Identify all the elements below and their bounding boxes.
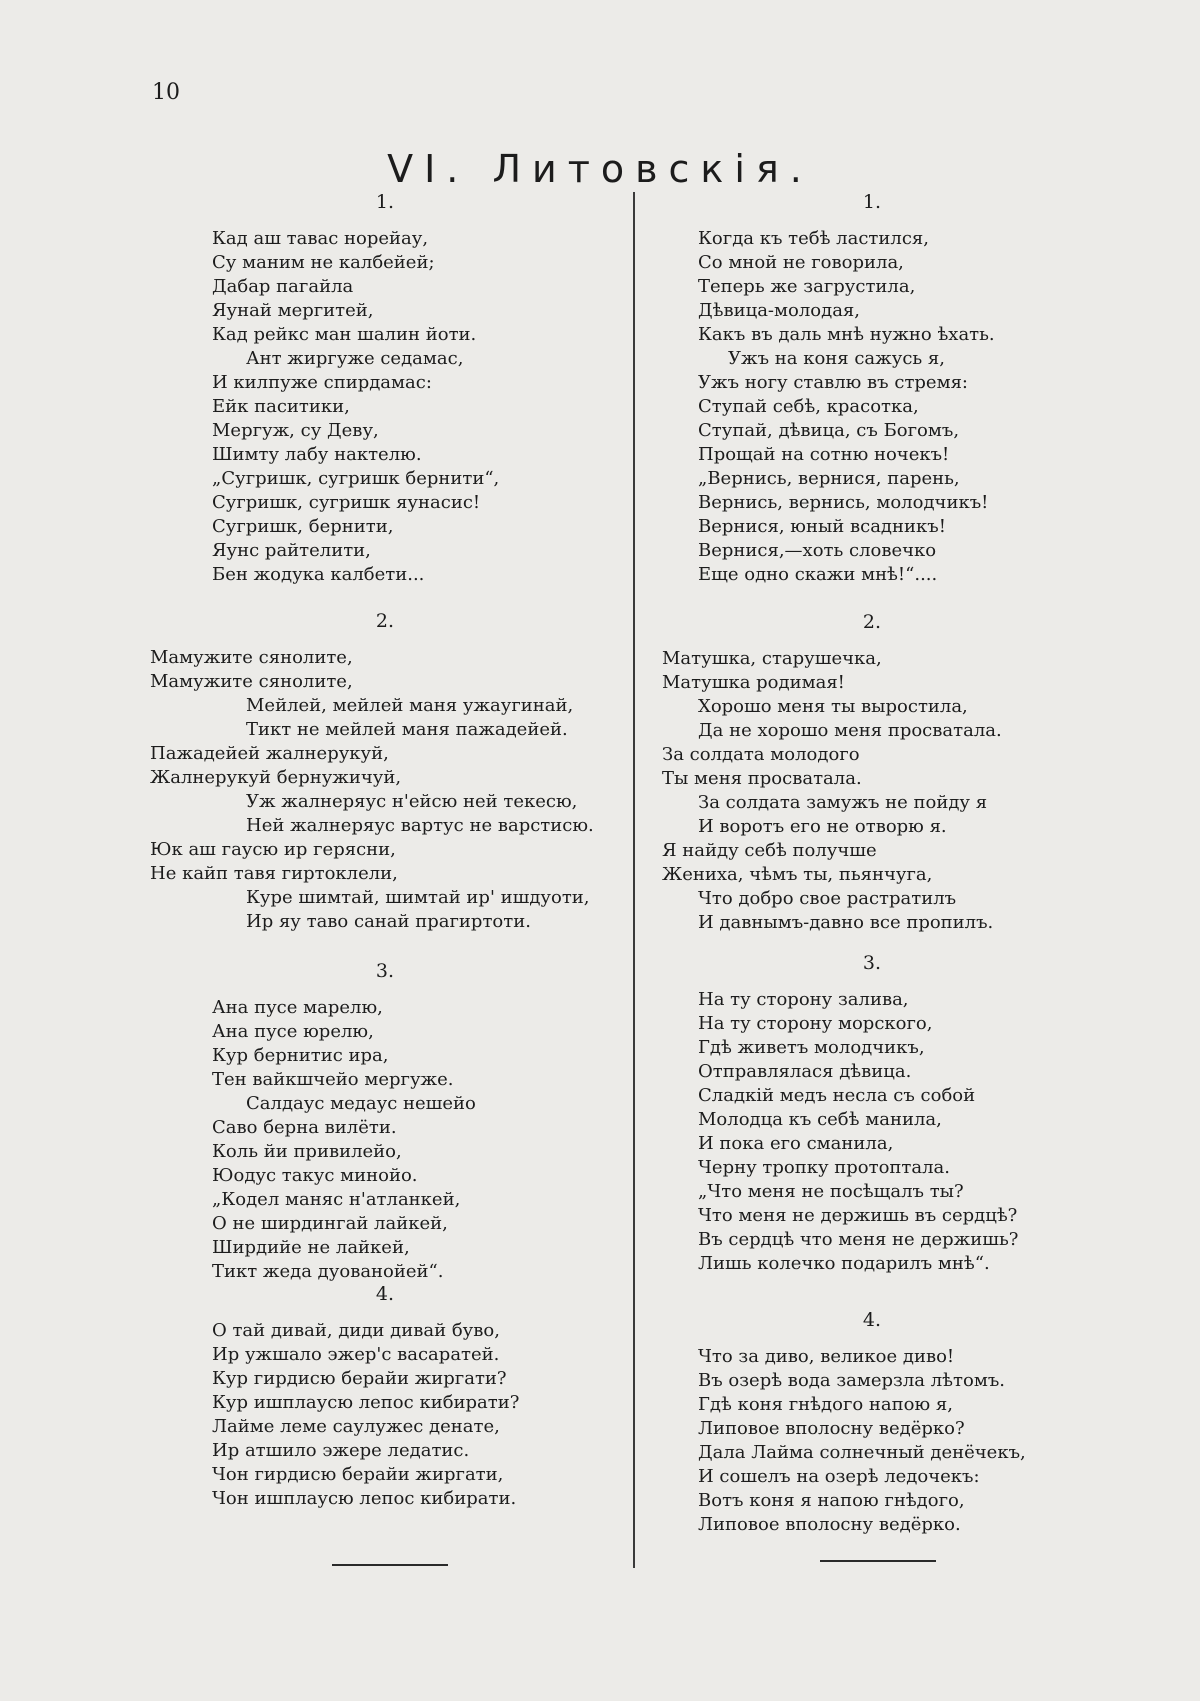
verse-line: Что за диво, великое диво!: [698, 1346, 955, 1367]
verse-line: „Вернись, вернися, парень,: [698, 468, 960, 489]
verse-line: Коль йи привилейо,: [212, 1141, 402, 1162]
verse-line: Липовое вполосну ведёрко.: [698, 1514, 961, 1535]
verse-line: И пока его сманила,: [698, 1133, 894, 1154]
verse-line: Отправлялася дѣвица.: [698, 1061, 912, 1082]
verse-line: Да не хорошо меня просватала.: [698, 720, 1002, 741]
verse-line: Юк аш гаусю ир герясни,: [150, 839, 396, 860]
verse-line: Ана пусе марелю,: [212, 997, 383, 1018]
verse-line: Мергуж, су Деву,: [212, 420, 379, 441]
verse-line: Кад рейкс ман шалин йоти.: [212, 324, 477, 345]
verse-line: Ант жиргуже седамас,: [246, 348, 464, 369]
verse-line: Ужъ на коня сажусь я,: [728, 348, 945, 369]
verse-line: Кур бернитис ира,: [212, 1045, 389, 1066]
verse-line: Прощай на сотню ночекъ!: [698, 444, 950, 465]
verse-line: Чон ишплаусю лепос кибирати.: [212, 1488, 517, 1509]
left-poem-3: [150, 959, 620, 1284]
verse-line: Мамужите сянолите,: [150, 671, 353, 692]
verse-line: Кур гирдисю берайи жиргати?: [212, 1368, 507, 1389]
verse-line: Матушка, старушечка,: [662, 648, 882, 669]
verse-line: Пажадейей жалнерукуй,: [150, 743, 389, 764]
poem-number: 4.: [375, 1283, 395, 1305]
poem-number: 4.: [862, 1309, 882, 1331]
verse-line: Не кайп тавя гиртоклели,: [150, 863, 398, 884]
verse-line: Су маним не калбейей;: [212, 252, 435, 273]
poem-number: 1.: [862, 191, 882, 213]
verse-line: Тикт не мейлей маня пажадейей.: [246, 719, 568, 740]
verse-line: Уж жалнеряус н'ейсю ней текесю,: [246, 791, 578, 812]
verse-line: Юодус такус минойо.: [212, 1165, 418, 1186]
verse-line: Вернись, вернись, молодчикъ!: [698, 492, 989, 513]
end-rule-right: [820, 1560, 936, 1562]
verse-line: Лишь колечко подарилъ мнѣ“.: [698, 1253, 990, 1274]
poem-number: 1.: [375, 191, 395, 213]
poem-number: 3.: [375, 960, 395, 982]
verse-line: Чон гирдисю берайи жиргати,: [212, 1464, 504, 1485]
left-poem-2: [150, 609, 620, 934]
left-poem-4: [150, 1282, 620, 1511]
verse-line: Что добро свое растратилъ: [698, 888, 957, 909]
verse-line: Жениха, чѣмъ ты, пьянчуга,: [662, 864, 933, 885]
right-poem-4: [662, 1308, 1082, 1537]
verse-line: Яунай мергитей,: [212, 300, 374, 321]
verse-line: Молодца къ себѣ манила,: [698, 1109, 942, 1130]
verse-line: „Сугришк, сугришк бернити“,: [212, 468, 500, 489]
verse-line: Ступай, дѣвица, съ Богомъ,: [698, 420, 960, 441]
verse-line: „Кодел маняс н'атланкей,: [212, 1189, 461, 1210]
verse-line: О не ширдингай лайкей,: [212, 1213, 448, 1234]
verse-line: Мейлей, мейлей маня ужаугинай,: [246, 695, 574, 716]
verse-line: Салдаус медаус нешейо: [246, 1093, 476, 1114]
page-title: VI. Литовскія.: [387, 147, 813, 192]
verse-line: Ты меня просватала.: [662, 768, 862, 789]
verse-line: Гдѣ коня гнѣдого напою я,: [698, 1394, 953, 1415]
verse-line: Ир атшило эжере ледатис.: [212, 1440, 470, 1461]
left-poem-1: [150, 190, 620, 587]
verse-line: Ужъ ногу ставлю въ стремя:: [698, 372, 968, 393]
verse-line: Вернися, юный всадникъ!: [698, 516, 946, 537]
verse-line: Бен жодука калбети...: [212, 564, 425, 585]
verse-line: Въ сердцѣ что меня не держишь?: [698, 1229, 1019, 1250]
poem-number: 2.: [862, 611, 882, 633]
verse-line: О тай дивай, диди дивай буво,: [212, 1320, 500, 1341]
verse-line: Я найду себѣ получше: [662, 840, 877, 861]
verse-line: Дабар пагайла: [212, 276, 354, 297]
verse-line: За солдата замужъ не пойду я: [698, 792, 988, 813]
verse-line: Ир ужшало эжер'с васаратей.: [212, 1344, 500, 1365]
verse-line: Ширдийе не лайкей,: [212, 1237, 410, 1258]
verse-line: Липовое вполосну ведёрко?: [698, 1418, 965, 1439]
verse-line: Вернися,—хоть словечко: [698, 540, 937, 561]
verse-line: Когда къ тебѣ ластился,: [698, 228, 929, 249]
verse-line: „Что меня не посѣщалъ ты?: [698, 1181, 964, 1202]
verse-line: На ту сторону залива,: [698, 989, 909, 1010]
verse-line: Кад аш тавас норейау,: [212, 228, 429, 249]
verse-line: Черну тропку протоптала.: [698, 1157, 950, 1178]
verse-line: И давнымъ-давно все пропилъ.: [698, 912, 994, 933]
verse-line: Вотъ коня я напою гнѣдого,: [698, 1490, 965, 1511]
verse-line: Какъ въ даль мнѣ нужно ѣхать.: [698, 324, 995, 345]
verse-line: Куре шимтай, шимтай ир' ишдуоти,: [246, 887, 590, 908]
verse-line: Ейк паситики,: [212, 396, 350, 417]
verse-line: Шимту лабу нактелю.: [212, 444, 422, 465]
verse-line: Мамужите сянолите,: [150, 647, 353, 668]
poem-number: 2.: [375, 610, 395, 632]
right-poem-2: [662, 610, 1082, 935]
verse-line: Сугришк, бернити,: [212, 516, 394, 537]
verse-line: Ней жалнеряус вартус не варстисю.: [246, 815, 594, 836]
verse-line: Матушка родимая!: [662, 672, 845, 693]
verse-line: И воротъ его не отворю я.: [698, 816, 947, 837]
verse-line: Тен вайкшчейо мергуже.: [212, 1069, 454, 1090]
verse-line: Яунс райтелити,: [212, 540, 371, 561]
verse-line: Ступай себѣ, красотка,: [698, 396, 919, 417]
poem-number: 3.: [862, 952, 882, 974]
verse-line: Дала Лайма солнечный денёчекъ,: [698, 1442, 1026, 1463]
verse-line: Въ озерѣ вода замерзла лѣтомъ.: [698, 1370, 1006, 1391]
verse-line: Хорошо меня ты выростила,: [698, 696, 968, 717]
verse-line: Жалнерукуй бернужичуй,: [150, 767, 402, 788]
verse-line: За солдата молодого: [662, 744, 860, 765]
verse-line: Дѣвица-молодая,: [698, 300, 861, 321]
verse-line: И килпуже спирдамас:: [212, 372, 432, 393]
verse-line: И сошелъ на озерѣ ледочекъ:: [698, 1466, 980, 1487]
verse-line: Тикт жеда дуованойей“.: [212, 1261, 444, 1282]
verse-line: Теперь же загрустила,: [698, 276, 916, 297]
right-poem-1: [662, 190, 1082, 587]
right-poem-3: [662, 951, 1082, 1276]
column-divider: [633, 192, 635, 1568]
verse-line: Со мной не говорила,: [698, 252, 904, 273]
verse-line: На ту сторону морского,: [698, 1013, 933, 1034]
verse-line: Кур ишплаусю лепос кибирати?: [212, 1392, 520, 1413]
verse-line: Что меня не держишь въ сердцѣ?: [698, 1205, 1018, 1226]
verse-line: Ана пусе юрелю,: [212, 1021, 374, 1042]
verse-line: Еще одно скажи мнѣ!“....: [698, 564, 938, 585]
verse-line: Саво берна вилёти.: [212, 1117, 397, 1138]
verse-line: Ир яу таво санай прагиртоти.: [246, 911, 531, 932]
verse-line: Сугришк, сугришк яунасис!: [212, 492, 481, 513]
verse-line: Лайме леме саулужес денате,: [212, 1416, 500, 1437]
verse-line: Сладкій медъ несла съ собой: [698, 1085, 976, 1106]
end-rule-left: [332, 1564, 448, 1566]
page-number: 10: [152, 80, 180, 105]
verse-line: Гдѣ живетъ молодчикъ,: [698, 1037, 925, 1058]
